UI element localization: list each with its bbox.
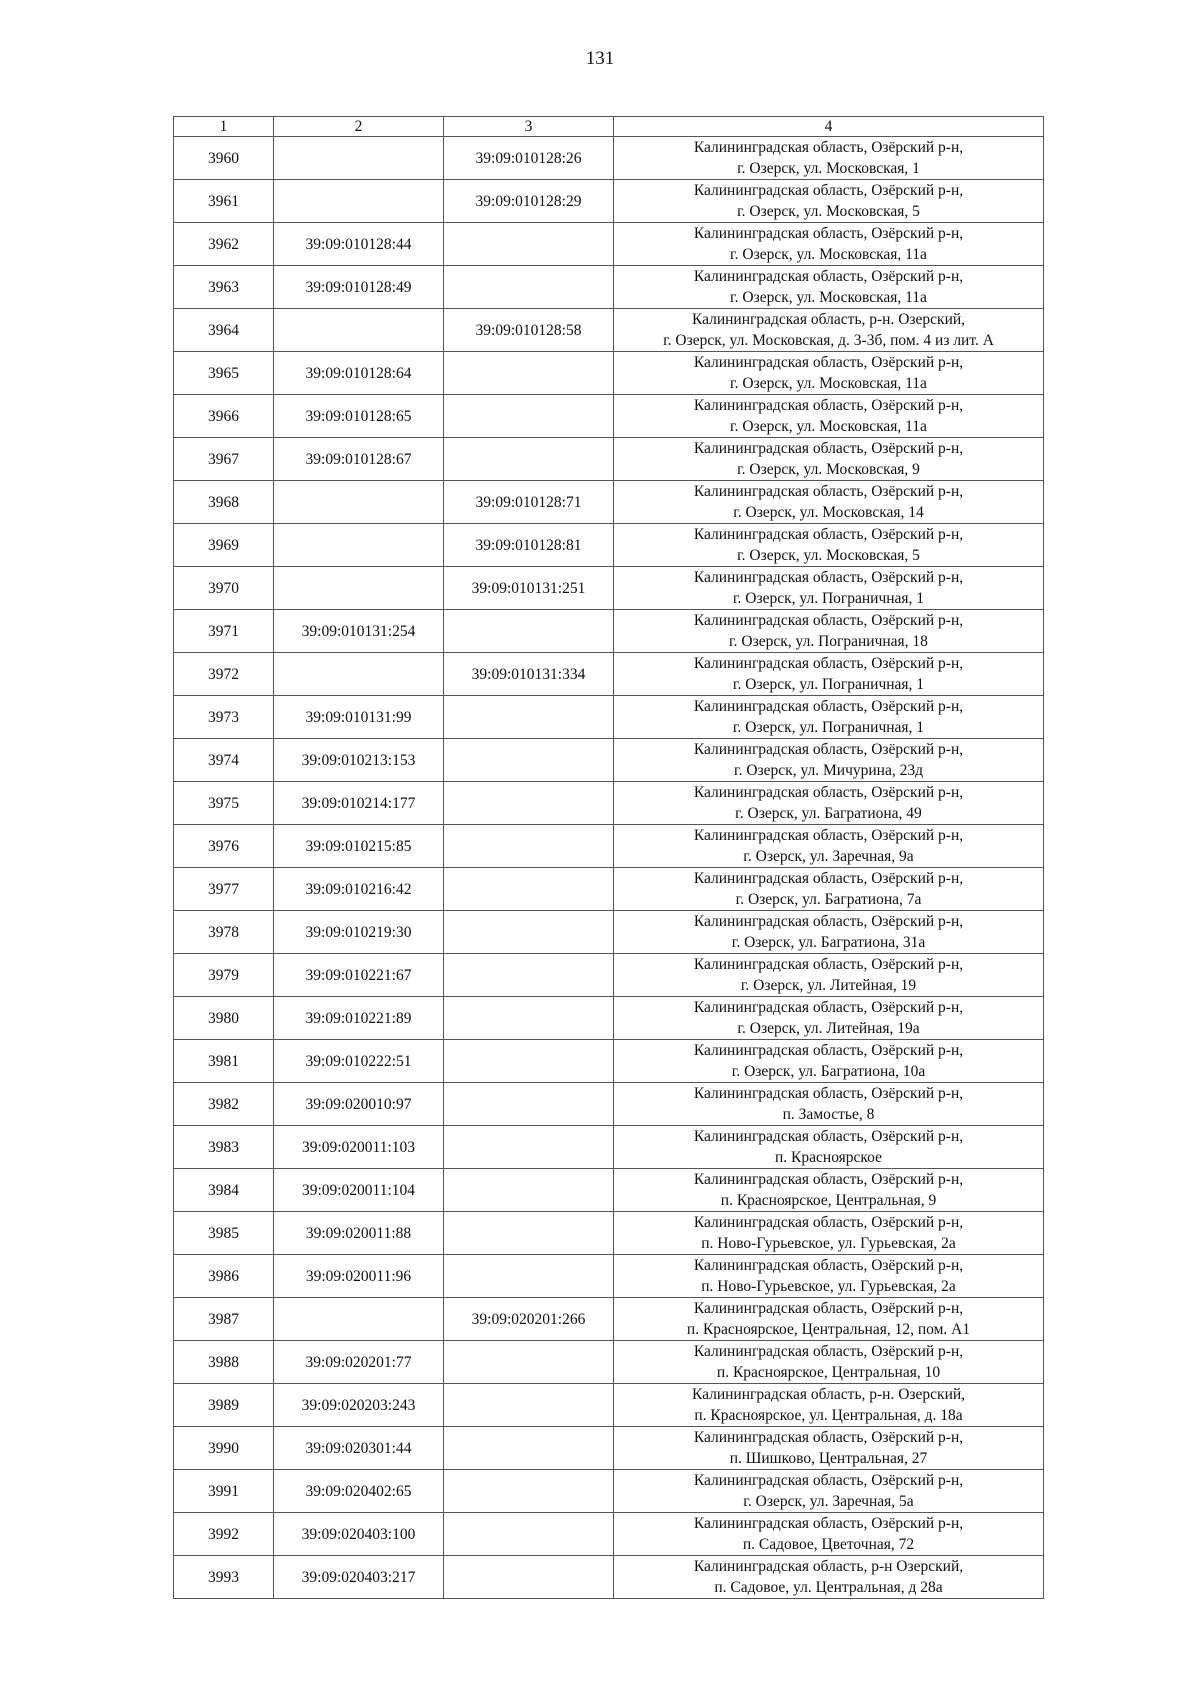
row-number-cell: 3981 [174,1040,274,1083]
cadastral-number-alt-cell [444,438,614,481]
cadastral-number-cell: 39:09:010128:49 [274,266,444,309]
address-cell [614,266,1044,309]
cadastral-number-cell [274,1298,444,1341]
header-row [174,117,1044,137]
address-line-2: г. Озерск, ул. Заречная, 5а [743,1493,914,1510]
row-number-cell: 3982 [174,1083,274,1126]
cadastral-number-cell: 39:09:020010:97 [274,1083,444,1126]
address-line-2: п. Ново-Гурьевское, ул. Гурьевская, 2а [701,1235,956,1252]
cadastral-number-cell: 39:09:010131:99 [274,696,444,739]
address-line-1: Калининградская область, Озёрский р-н, [693,483,964,500]
page-number: 131 [585,48,615,69]
address-line-2: г. Озерск, ул. Московская, д. 3-3б, пом. 4 из лит. А [663,332,994,349]
address-line-2: г. Озерск, ул. Пограничная, 1 [732,719,925,736]
address-line-1: Калининградская область, Озёрский р-н, [693,139,964,156]
table-row [174,1255,1044,1298]
address-line-2: г. Озерск, ул. Пограничная, 1 [732,676,925,693]
table-row [174,1040,1044,1083]
row-number-cell: 3986 [174,1255,274,1298]
table-row [174,1513,1044,1556]
address-cell [614,1126,1044,1169]
table-row [174,352,1044,395]
table-row [174,1212,1044,1255]
table-row [174,997,1044,1040]
address-cell [614,223,1044,266]
address-line-2: г. Озерск, ул. Литейная, 19 [740,977,917,994]
table-row [174,1083,1044,1126]
address-line-2: п. Красноярское, Центральная, 10 [716,1364,941,1381]
address-line-1: Калининградская область, Озёрский р-н, [693,913,964,930]
table-row [174,653,1044,696]
row-number-cell: 3983 [174,1126,274,1169]
address-line-1: Калининградская область, Озёрский р-н, [693,698,964,715]
cadastral-number-alt-cell [444,1513,614,1556]
address-line-2: п. Красноярское, Центральная, 12, пом. А1 [686,1321,971,1338]
cadastral-number-cell: 39:09:010216:42 [274,868,444,911]
row-number-cell: 3972 [174,653,274,696]
table-row [174,1169,1044,1212]
cadastral-number-cell: 39:09:010221:89 [274,997,444,1040]
address-line-1: Калининградская область, Озёрский р-н, [693,569,964,586]
cadastral-number-cell: 39:09:010214:177 [274,782,444,825]
address-line-2: п. Садовое, Цветочная, 72 [742,1536,915,1553]
address-line-2: г. Озерск, ул. Багратиона, 49 [735,805,922,822]
cadastral-number-alt-cell [444,1126,614,1169]
address-line-1: Калининградская область, Озёрский р-н, [693,1429,964,1446]
address-cell [614,481,1044,524]
cadastral-number-cell: 39:09:020301:44 [274,1427,444,1470]
address-line-2: п. Шишково, Центральная, 27 [729,1450,928,1467]
address-line-2: г. Озерск, ул. Багратиона, 31а [731,934,926,951]
cadastral-number-cell: 39:09:020011:103 [274,1126,444,1169]
address-line-2: г. Озерск, ул. Московская, 14 [733,504,924,521]
row-number-cell: 3984 [174,1169,274,1212]
address-line-1: Калининградская область, р-н Озерский, [693,1558,964,1575]
table-row [174,395,1044,438]
row-number-cell: 3960 [174,137,274,180]
address-line-2: п. Красноярское [775,1149,882,1166]
table-row [174,739,1044,782]
address-cell [614,739,1044,782]
cadastral-number-cell: 39:09:010221:67 [274,954,444,997]
address-line-1: Калининградская область, Озёрский р-н, [693,827,964,844]
address-line-2: г. Озерск, ул. Багратиона, 7а [735,891,922,908]
cadastral-number-cell: 39:09:010131:254 [274,610,444,653]
table-row [174,911,1044,954]
address-line-2: г. Озерск, ул. Мичурина, 23д [734,762,923,779]
address-cell [614,825,1044,868]
address-line-1: Калининградская область, Озёрский р-н, [693,999,964,1016]
cadastral-number-alt-cell [444,696,614,739]
address-line-1: Калининградская область, Озёрский р-н, [693,1257,964,1274]
cadastral-number-cell [274,137,444,180]
address-line-1: Калининградская область, Озёрский р-н, [693,870,964,887]
address-cell [614,438,1044,481]
cadastral-number-alt-cell [444,1427,614,1470]
cadastral-number-alt-cell: 39:09:010131:334 [444,653,614,696]
address-cell [614,1470,1044,1513]
cadastral-number-alt-cell: 39:09:010131:251 [444,567,614,610]
row-number-cell: 3961 [174,180,274,223]
row-number-cell: 3993 [174,1556,274,1599]
address-line-1: Калининградская область, Озёрский р-н, [693,1042,964,1059]
address-line-2: п. Замостье, 8 [782,1106,875,1123]
table-row [174,567,1044,610]
cadastral-number-cell: 39:09:010213:153 [274,739,444,782]
address-cell [614,1513,1044,1556]
address-cell [614,567,1044,610]
address-line-2: г. Озерск, ул. Московская, 11а [730,246,927,263]
address-cell [614,782,1044,825]
table-row [174,954,1044,997]
cadastral-number-alt-cell [444,825,614,868]
row-number-cell: 3992 [174,1513,274,1556]
table-row [174,825,1044,868]
cadastral-number-cell: 39:09:010128:64 [274,352,444,395]
cadastral-number-alt-cell [444,739,614,782]
cadastral-number-alt-cell [444,1470,614,1513]
address-cell [614,1040,1044,1083]
cadastral-number-alt-cell [444,1341,614,1384]
table-body [174,137,1044,1599]
cadastral-number-alt-cell: 39:09:010128:29 [444,180,614,223]
cadastral-number-alt-cell [444,1040,614,1083]
cadastral-number-alt-cell [444,997,614,1040]
address-line-1: Калининградская область, р-н. Озерский, [691,1386,966,1403]
address-cell [614,696,1044,739]
row-number-cell: 3976 [174,825,274,868]
address-cell [614,180,1044,223]
address-cell [614,653,1044,696]
address-line-2: г. Озерск, ул. Пограничная, 18 [729,633,928,650]
address-line-2: г. Озерск, ул. Заречная, 9а [743,848,914,865]
address-line-1: Калининградская область, Озёрский р-н, [693,225,964,242]
row-number-cell: 3965 [174,352,274,395]
row-number-cell: 3964 [174,309,274,352]
table-row [174,868,1044,911]
table-row [174,696,1044,739]
column-header-2: 2 [274,117,444,137]
address-line-2: г. Озерск, ул. Московская, 5 [737,203,920,220]
address-line-2: г. Озерск, ул. Московская, 11а [730,418,927,435]
table-row [174,1341,1044,1384]
cadastral-number-cell: 39:09:010128:44 [274,223,444,266]
address-line-1: Калининградская область, Озёрский р-н, [693,1515,964,1532]
address-cell [614,1255,1044,1298]
row-number-cell: 3971 [174,610,274,653]
cadastral-number-cell: 39:09:020402:65 [274,1470,444,1513]
cadastral-number-cell [274,180,444,223]
cadastral-number-alt-cell [444,911,614,954]
cadastral-number-cell: 39:09:010222:51 [274,1040,444,1083]
address-cell [614,1083,1044,1126]
cadastral-number-cell [274,653,444,696]
address-line-1: Калининградская область, Озёрский р-н, [693,440,964,457]
table-row [174,524,1044,567]
cadastral-number-alt-cell [444,352,614,395]
column-header-4: 4 [614,117,1044,137]
table-row [174,1298,1044,1341]
address-line-1: Калининградская область, Озёрский р-н, [693,1085,964,1102]
cadastral-number-alt-cell [444,395,614,438]
cadastral-number-alt-cell: 39:09:020201:266 [444,1298,614,1341]
row-number-cell: 3962 [174,223,274,266]
address-cell [614,868,1044,911]
address-cell [614,1212,1044,1255]
cadastral-number-cell: 39:09:010219:30 [274,911,444,954]
cadastral-number-cell: 39:09:020011:88 [274,1212,444,1255]
address-line-2: г. Озерск, ул. Московская, 9 [737,461,920,478]
cadastral-number-alt-cell [444,610,614,653]
address-cell [614,352,1044,395]
address-line-1: Калининградская область, Озёрский р-н, [693,268,964,285]
address-cell [614,524,1044,567]
table-row [174,223,1044,266]
table-row [174,782,1044,825]
row-number-cell: 3969 [174,524,274,567]
address-cell [614,1427,1044,1470]
cadastral-number-alt-cell: 39:09:010128:71 [444,481,614,524]
row-number-cell: 3974 [174,739,274,782]
address-line-2: г. Озерск, ул. Московская, 1 [737,160,920,177]
table-row [174,309,1044,352]
cadastral-number-alt-cell: 39:09:010128:81 [444,524,614,567]
address-line-1: Калининградская область, Озёрский р-н, [693,956,964,973]
row-number-cell: 3970 [174,567,274,610]
address-cell [614,911,1044,954]
table-row [174,1427,1044,1470]
address-cell [614,137,1044,180]
address-line-1: Калининградская область, Озёрский р-н, [693,182,964,199]
address-line-2: п. Садовое, ул. Центральная, д 28а [714,1579,943,1596]
table-row [174,1470,1044,1513]
address-line-1: Калининградская область, Озёрский р-н, [693,354,964,371]
address-line-1: Калининградская область, Озёрский р-н, [693,1214,964,1231]
address-cell [614,610,1044,653]
address-cell [614,954,1044,997]
cadastral-number-cell [274,309,444,352]
table-row [174,1384,1044,1427]
cadastral-number-alt-cell [444,1212,614,1255]
row-number-cell: 3985 [174,1212,274,1255]
row-number-cell: 3973 [174,696,274,739]
cadastral-number-cell: 39:09:010215:85 [274,825,444,868]
address-line-2: п. Красноярское, ул. Центральная, д. 18а [694,1407,963,1424]
cadastral-number-alt-cell: 39:09:010128:26 [444,137,614,180]
address-line-2: г. Озерск, ул. Пограничная, 1 [732,590,925,607]
table-row [174,610,1044,653]
row-number-cell: 3975 [174,782,274,825]
address-line-2: п. Красноярское, Центральная, 9 [720,1192,937,1209]
cadastral-number-cell: 39:09:020203:243 [274,1384,444,1427]
cadastral-number-cell: 39:09:020403:217 [274,1556,444,1599]
address-line-1: Калининградская область, Озёрский р-н, [693,1128,964,1145]
cadastral-number-alt-cell [444,1556,614,1599]
address-line-1: Калининградская область, Озёрский р-н, [693,655,964,672]
table-row [174,1556,1044,1599]
cadastral-number-cell: 39:09:010128:65 [274,395,444,438]
address-line-1: Калининградская область, Озёрский р-н, [693,784,964,801]
address-line-1: Калининградская область, Озёрский р-н, [693,612,964,629]
address-cell [614,1384,1044,1427]
cadastral-number-cell: 39:09:020201:77 [274,1341,444,1384]
cadastral-number-alt-cell [444,266,614,309]
row-number-cell: 3966 [174,395,274,438]
address-cell [614,1298,1044,1341]
row-number-cell: 3963 [174,266,274,309]
column-header-1: 1 [174,117,274,137]
registry-table [173,116,1044,1599]
row-number-cell: 3979 [174,954,274,997]
address-line-2: п. Ново-Гурьевское, ул. Гурьевская, 2а [701,1278,956,1295]
address-line-1: Калининградская область, Озёрский р-н, [693,1300,964,1317]
address-cell [614,309,1044,352]
row-number-cell: 3990 [174,1427,274,1470]
table-row [174,1126,1044,1169]
cadastral-number-alt-cell [444,1083,614,1126]
table-header [174,117,1044,137]
row-number-cell: 3980 [174,997,274,1040]
cadastral-number-cell: 39:09:020011:96 [274,1255,444,1298]
address-line-1: Калининградская область, р-н. Озерский, [691,311,966,328]
cadastral-number-alt-cell [444,782,614,825]
cadastral-number-cell: 39:09:020011:104 [274,1169,444,1212]
address-line-1: Калининградская область, Озёрский р-н, [693,397,964,414]
row-number-cell: 3978 [174,911,274,954]
cadastral-number-cell [274,481,444,524]
table-row [174,180,1044,223]
cadastral-number-cell: 39:09:020403:100 [274,1513,444,1556]
column-header-3: 3 [444,117,614,137]
cadastral-number-alt-cell [444,868,614,911]
cadastral-number-alt-cell [444,223,614,266]
address-line-2: г. Озерск, ул. Московская, 11а [730,289,927,306]
table-row [174,266,1044,309]
cadastral-number-alt-cell [444,954,614,997]
table-row [174,481,1044,524]
address-cell [614,395,1044,438]
address-line-1: Калининградская область, Озёрский р-н, [693,1171,964,1188]
address-line-2: г. Озерск, ул. Московская, 11а [730,375,927,392]
cadastral-number-alt-cell [444,1169,614,1212]
address-line-2: г. Озерск, ул. Литейная, 19а [737,1020,920,1037]
row-number-cell: 3987 [174,1298,274,1341]
address-line-1: Калининградская область, Озёрский р-н, [693,1472,964,1489]
row-number-cell: 3968 [174,481,274,524]
cadastral-number-cell [274,524,444,567]
row-number-cell: 3989 [174,1384,274,1427]
row-number-cell: 3991 [174,1470,274,1513]
cadastral-number-alt-cell: 39:09:010128:58 [444,309,614,352]
row-number-cell: 3988 [174,1341,274,1384]
row-number-cell: 3967 [174,438,274,481]
cadastral-number-cell: 39:09:010128:67 [274,438,444,481]
cadastral-number-alt-cell [444,1384,614,1427]
cadastral-number-alt-cell [444,1255,614,1298]
address-cell [614,1169,1044,1212]
address-line-1: Калининградская область, Озёрский р-н, [693,526,964,543]
row-number-cell: 3977 [174,868,274,911]
address-cell [614,1341,1044,1384]
address-line-2: г. Озерск, ул. Московская, 5 [737,547,920,564]
table-row [174,438,1044,481]
address-line-2: г. Озерск, ул. Багратиона, 10а [731,1063,926,1080]
cadastral-number-cell [274,567,444,610]
address-cell [614,997,1044,1040]
address-cell [614,1556,1044,1599]
address-line-1: Калининградская область, Озёрский р-н, [693,1343,964,1360]
table-row [174,137,1044,180]
address-line-1: Калининградская область, Озёрский р-н, [693,741,964,758]
